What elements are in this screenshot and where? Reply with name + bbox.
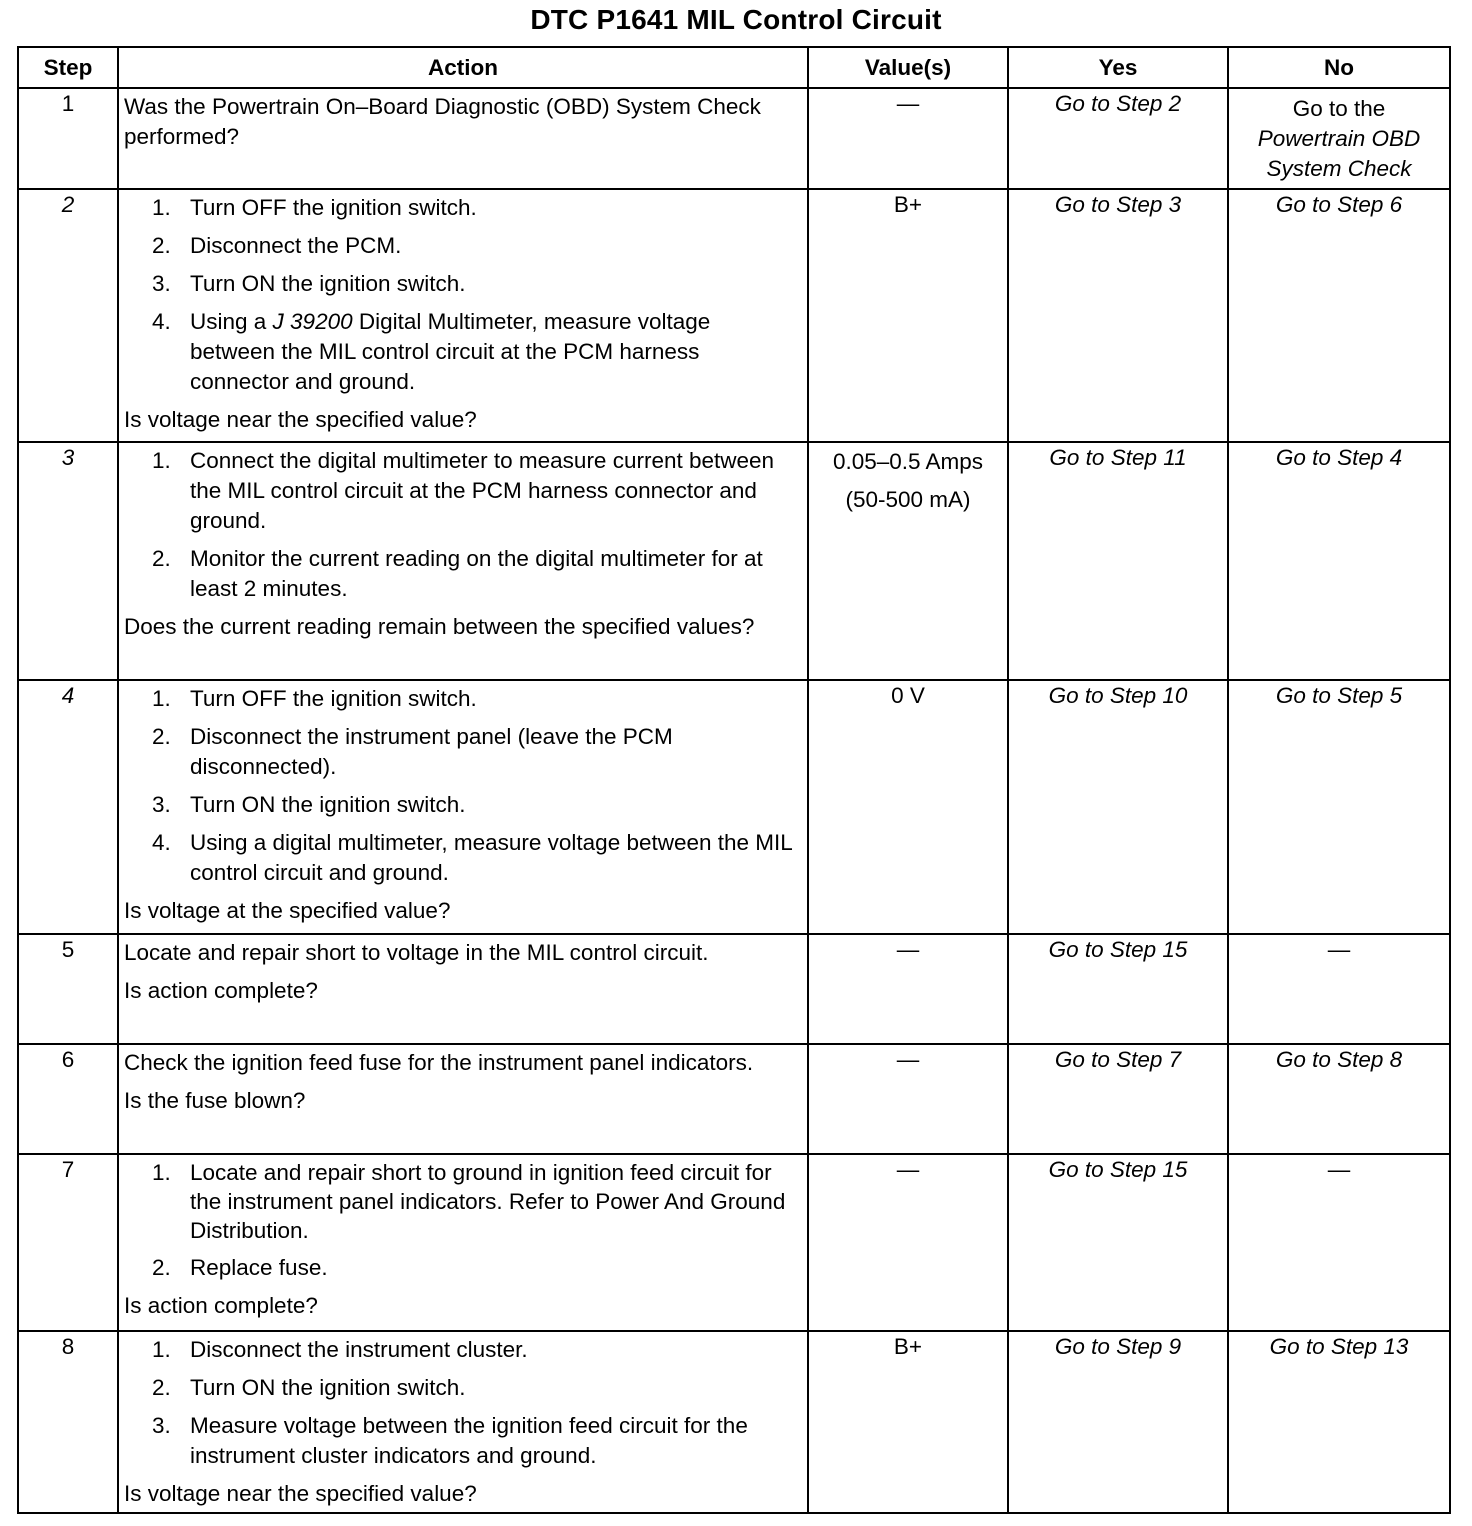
substep	[124, 1411, 801, 1471]
no-text-line-3: System Check	[1266, 155, 1412, 181]
step-number: 4	[18, 680, 118, 934]
value-line-1: 0.05–0.5 Amps	[832, 449, 984, 474]
substep-text: Turn ON the ignition switch.	[190, 271, 466, 296]
substep-number: 1.	[152, 448, 171, 473]
action-question: Is action complete?	[124, 1293, 318, 1318]
table-row-step-8	[18, 1331, 1450, 1513]
substep-number: 4.	[152, 830, 171, 855]
table-row-step-7	[18, 1154, 1450, 1331]
action-cell	[118, 442, 808, 680]
substep-text: Monitor the current reading on the digital multimeter for at least 2 minutes.	[190, 546, 763, 601]
header-yes: Yes	[1008, 47, 1228, 88]
action-text: Was the Powertrain On–Board Diagnostic (OBD) System Check performed?	[124, 94, 761, 149]
header-values: Value(s)	[808, 47, 1008, 88]
table-row-step-3	[18, 442, 1450, 680]
substep-number: 3.	[152, 792, 171, 817]
yes-cell: Go to Step 3	[1008, 189, 1228, 442]
substep-number: 1.	[152, 1160, 171, 1185]
substep-text: Using a digital multimeter, measure voltage between the MIL control circuit and ground.	[190, 830, 792, 885]
value-line-2: (50-500 mA)	[845, 487, 971, 512]
table-row-step-1	[18, 88, 1450, 189]
action-cell	[118, 88, 808, 189]
substep-text: Turn OFF the ignition switch.	[190, 195, 477, 220]
substep-text: Replace fuse.	[190, 1255, 328, 1280]
action-cell	[118, 1044, 808, 1154]
step-number: 2	[18, 189, 118, 442]
substep	[124, 722, 801, 782]
substep-number: 3.	[152, 1413, 171, 1438]
no-cell: —	[1228, 934, 1450, 1044]
substep	[124, 193, 801, 223]
action-question: Is voltage at the specified value?	[124, 898, 451, 923]
value-cell: —	[808, 88, 1008, 189]
substep-text: Connect the digital multimeter to measure current between the MIL control circuit at the PCM harness connector and ground.	[190, 448, 775, 533]
action-cell	[118, 189, 808, 442]
table-row-step-5	[18, 934, 1450, 1044]
value-cell: —	[808, 934, 1008, 1044]
tool-number: J 39200	[272, 309, 353, 334]
substep-list	[124, 1158, 801, 1283]
substep-number: 2.	[152, 1255, 171, 1280]
substep-number: 2.	[152, 724, 171, 749]
action-question: Is action complete?	[124, 978, 318, 1003]
value-cell: —	[808, 1044, 1008, 1154]
yes-cell: Go to Step 10	[1008, 680, 1228, 934]
action-cell	[118, 1154, 808, 1331]
step-number: 8	[18, 1331, 118, 1513]
value-cell: B+	[808, 189, 1008, 442]
action-question: Does the current reading remain between the specified values?	[124, 614, 755, 639]
no-cell: Go to Step 8	[1228, 1044, 1450, 1154]
substep	[124, 1373, 801, 1403]
substep	[124, 1253, 801, 1283]
no-cell: Go to Step 5	[1228, 680, 1450, 934]
action-question: Is voltage near the specified value?	[124, 407, 477, 432]
substep-text: Disconnect the instrument panel (leave the PCM disconnected).	[190, 724, 673, 779]
substep-text: Digital Multimeter, measure voltage between the MIL control circuit at the PCM harness connector and ground.	[190, 309, 711, 394]
action-cell	[118, 934, 808, 1044]
yes-cell: Go to Step 7	[1008, 1044, 1228, 1154]
substep-number: 1.	[152, 195, 171, 220]
action-text: Locate and repair short to voltage in the MIL control circuit.	[124, 940, 709, 965]
action-cell	[118, 1331, 808, 1513]
no-text-line-1: Go to the	[1292, 95, 1386, 121]
substep-list	[124, 193, 801, 397]
substep	[124, 684, 801, 714]
value-cell	[808, 442, 1008, 680]
table-row-step-4	[18, 680, 1450, 934]
substep-number: 2.	[152, 233, 171, 258]
no-cell: Go to Step 13	[1228, 1331, 1450, 1513]
substep-text: Measure voltage between the ignition feed circuit for the instrument cluster indicators and ground.	[190, 1413, 748, 1468]
value-cell: B+	[808, 1331, 1008, 1513]
substep-number: 2.	[152, 546, 171, 571]
substep	[124, 269, 801, 299]
value-cell: 0 V	[808, 680, 1008, 934]
substep	[124, 1158, 801, 1245]
substep	[124, 231, 801, 261]
step-number: 7	[18, 1154, 118, 1331]
substep-list	[124, 1335, 801, 1471]
substep-number: 1.	[152, 1337, 171, 1362]
no-cell	[1228, 88, 1450, 189]
substep	[124, 544, 801, 604]
action-text: Check the ignition feed fuse for the instrument panel indicators.	[124, 1050, 754, 1075]
step-number: 1	[18, 88, 118, 189]
step-number: 5	[18, 934, 118, 1044]
header-action: Action	[118, 47, 808, 88]
no-cell: Go to Step 6	[1228, 189, 1450, 442]
substep	[124, 828, 801, 888]
diagnostic-table	[17, 46, 1451, 1514]
substep	[124, 790, 801, 820]
value-cell: —	[808, 1154, 1008, 1331]
table-row-step-6	[18, 1044, 1450, 1154]
table-header-row	[18, 47, 1450, 88]
substep-number: 2.	[152, 1375, 171, 1400]
header-no: No	[1228, 47, 1450, 88]
step-number: 6	[18, 1044, 118, 1154]
action-question: Is the fuse blown?	[124, 1088, 306, 1113]
substep-text-prefix: Using a	[190, 309, 273, 334]
header-step: Step	[18, 47, 118, 88]
yes-cell: Go to Step 15	[1008, 934, 1228, 1044]
substep-list	[124, 446, 801, 604]
substep-number: 4.	[152, 309, 171, 334]
substep-number: 1.	[152, 686, 171, 711]
substep-list	[124, 684, 801, 888]
substep-text: Turn ON the ignition switch.	[190, 1375, 466, 1400]
substep	[124, 307, 801, 397]
no-cell: Go to Step 4	[1228, 442, 1450, 680]
substep-number: 3.	[152, 271, 171, 296]
yes-cell: Go to Step 2	[1008, 88, 1228, 189]
action-question: Is voltage near the specified value?	[124, 1481, 477, 1506]
yes-cell: Go to Step 15	[1008, 1154, 1228, 1331]
yes-cell: Go to Step 9	[1008, 1331, 1228, 1513]
substep-text: Disconnect the instrument cluster.	[190, 1337, 528, 1362]
yes-cell: Go to Step 11	[1008, 442, 1228, 680]
substep-text: Turn ON the ignition switch.	[190, 792, 466, 817]
substep	[124, 1335, 801, 1365]
substep	[124, 446, 801, 536]
no-cell: —	[1228, 1154, 1450, 1331]
substep-text: Turn OFF the ignition switch.	[190, 686, 477, 711]
page-title: DTC P1641 MIL Control Circuit	[530, 4, 942, 35]
action-cell	[118, 680, 808, 934]
table-row-step-2	[18, 189, 1450, 442]
step-number: 3	[18, 442, 118, 680]
substep-text: Locate and repair short to ground in ignition feed circuit for the instrument panel indicators. Refer to Power And Ground Distribution.	[190, 1160, 786, 1243]
substep-text: Disconnect the PCM.	[190, 233, 402, 258]
no-text-line-2: Powertrain OBD	[1257, 125, 1421, 151]
